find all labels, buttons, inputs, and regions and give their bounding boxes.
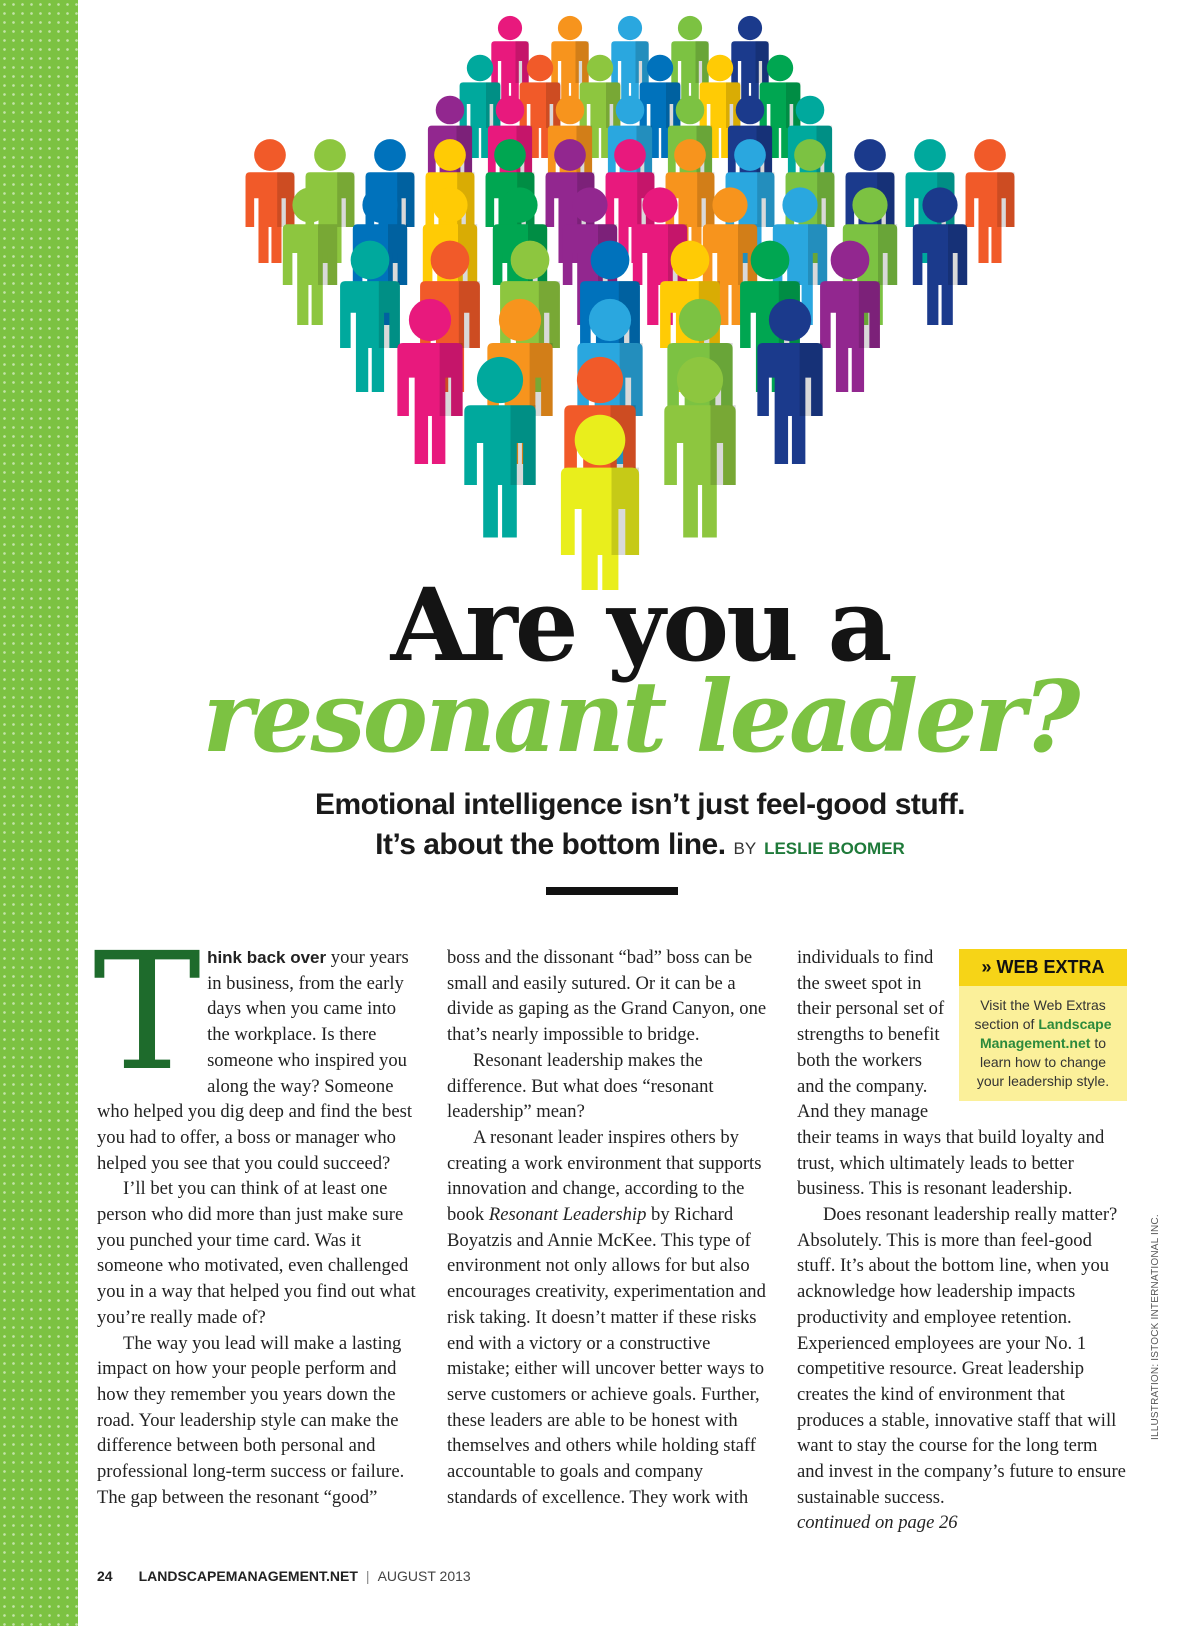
green-dotted-sidebar	[0, 0, 78, 1626]
web-extra-text	[959, 986, 1127, 1091]
continued-line: continued on page 26	[797, 1512, 958, 1534]
page-number: 24	[97, 1568, 113, 1584]
paragraph: Does resonant leadership really matter? Absolutely. This is more than feel-good stuff. It’s about the bottom line, when you acknowledge how leadership impacts productivity and employee retention. Experienced employees are your No. 1 competitive resource. Great leadership creates the kind of environment that produces a stable, innovative staff that will want to stay the course for the long term and invest in the company’s future to ensure sustainable success.	[797, 1204, 1126, 1508]
web-extra-box[interactable]	[959, 949, 1127, 1101]
footer-date: AUGUST 2013	[377, 1568, 471, 1584]
paragraph-text: by Richard Boyatzis and Annie McKee. This type of environment not only allows for but also encourages creativity, experimentation and risk taking. It doesn’t matter if these risks end with a victory or a constructive mistake; either will uncover better ways to serve customers or achieve goals. Further, these leaders are able to be honest with themselves and others while holding staff accountable to goals and company standards of excellence. They work with	[447, 1204, 766, 1508]
paragraph-text: A resonant leader inspires others by creating a work environment that supports innovation and change, according to the book	[447, 1126, 762, 1226]
paragraph: Resonant leadership makes the difference. But what does “resonant leadership” mean?	[447, 1049, 714, 1123]
deck	[180, 785, 1100, 869]
paragraph: I’ll bet you can think of at least one person who did more than just make sure you punched your time card. Was it someone who motivated, even challenged you in a way that helped you find out what you’re really made of?	[97, 1178, 416, 1328]
book-title: Resonant Leadership	[488, 1204, 647, 1226]
drop-cap: T	[93, 919, 202, 1107]
deck-line-2-wrap	[180, 825, 1100, 869]
headline-line-2: resonant leader?	[202, 660, 1078, 775]
byline-label: BY	[733, 839, 757, 858]
paragraph: The way you lead will make a lasting impact on how your people perform and how they remember you years down the road. Your leadership style can make the difference between both personal and professional long-term success or failure. The gap between the resonant “good”	[97, 1332, 405, 1508]
footer-site: LANDSCAPEMANAGEMENT.NET	[138, 1568, 358, 1584]
deck-line-1: Emotional intelligence isn’t just feel-good stuff.	[314, 788, 966, 821]
web-extra-text-1: Visit the Web Extras section of	[974, 996, 1106, 1032]
web-extra-heading: » WEB EXTRA	[959, 949, 1127, 986]
paragraph: boss and the dissonant “bad” boss can be small and easily sutured. Or it can be a divide as gaping as the Grand Canyon, one that’s nearly impossible to bridge.	[447, 947, 767, 1046]
lead-in: hink back over	[207, 948, 327, 967]
headline-line-1: Are you a	[390, 566, 890, 684]
page-footer	[97, 1568, 471, 1584]
person-figure	[966, 139, 1015, 263]
footer-separator: |	[365, 1568, 370, 1584]
paragraph	[447, 1125, 773, 1511]
author-name: LESLIE BOOMER	[764, 839, 905, 858]
paragraph: individuals to find the sweet spot in their personal set of strengths to benefit both the workers and the company. And they manage their teams in ways that build loyalty and trust, which ultimately leads to better business. This is resonant leadership.	[797, 947, 1105, 1200]
web-extra-text-2: to learn how to change your leadership style.	[976, 1034, 1110, 1089]
column-3	[797, 945, 1127, 1536]
people-arrow-illustration	[180, 0, 1060, 590]
paragraph	[93, 919, 417, 1176]
illustration-credit: ILLUSTRATION: ISTOCK INTERNATIONAL INC.	[1150, 1214, 1161, 1440]
web-extra-link[interactable]: Landscape Management.net	[979, 1015, 1112, 1051]
paragraph-text: your years in business, from the early days when you came into the workplace. Is there someone who inspired you along the way? Someone who helped you dig deep and find the best you had to offer, a boss or manager who helped you see that you could succeed?	[97, 947, 412, 1174]
column-2	[447, 945, 773, 1510]
deck-line-2: It’s about the bottom line.	[375, 828, 726, 861]
column-1	[93, 919, 417, 1510]
divider-rule	[546, 887, 678, 895]
